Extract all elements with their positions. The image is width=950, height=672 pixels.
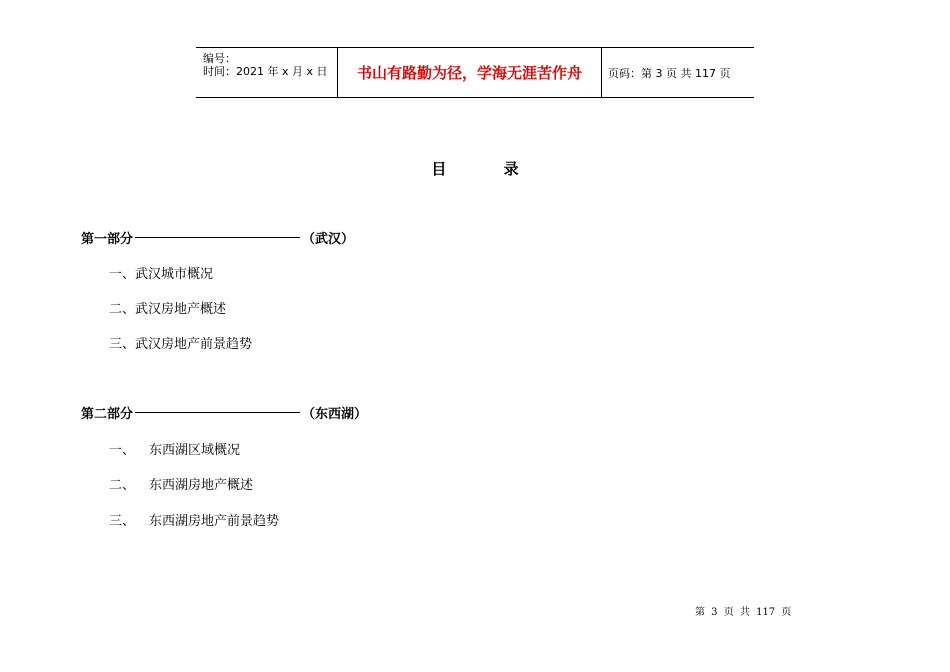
header-page-code: 页码：第 3 页 共 117 页: [608, 66, 731, 80]
toc-part-2: [81, 403, 367, 422]
item-text: 东西湖房地产前景趋势: [149, 514, 280, 529]
page-header: [196, 47, 754, 98]
page-footer: 第 3 页 共 117 页: [695, 607, 792, 618]
part-label: 第二部分: [81, 407, 134, 422]
toc-item: [109, 474, 253, 493]
item-text: 武汉房地产概述: [135, 302, 227, 317]
item-number: 三、: [109, 514, 136, 529]
toc-item: [109, 298, 226, 317]
number-label: 编号：: [203, 52, 236, 65]
item-text: 武汉房地产前景趋势: [135, 337, 253, 352]
toc-part-1: [81, 228, 354, 247]
leader-line: [135, 237, 300, 238]
item-number: 二、: [109, 302, 136, 317]
toc-title: 目 录: [431, 160, 545, 178]
item-number: 一、: [109, 267, 136, 282]
header-meta: [196, 48, 338, 97]
toc-item: [109, 510, 279, 529]
toc-item: [109, 263, 213, 282]
leader-line: [135, 412, 300, 413]
time-label: 时间：2021 年 x 月 x 日: [203, 65, 328, 78]
item-number: 一、: [109, 443, 136, 458]
part-label: 第一部分: [81, 232, 134, 247]
header-motto: 书山有路勤为径，学海无涯苦作舟: [338, 48, 602, 97]
item-number: 二、: [109, 478, 136, 493]
toc-item: [109, 333, 252, 352]
part-suffix: （武汉）: [302, 232, 355, 247]
item-text: 东西湖区域概况: [149, 443, 241, 458]
part-suffix: （东西湖）: [302, 407, 368, 422]
item-text: 武汉城市概况: [135, 267, 214, 282]
item-text: 东西湖房地产概述: [149, 478, 254, 493]
toc-item: [109, 439, 240, 458]
item-number: 三、: [109, 337, 136, 352]
